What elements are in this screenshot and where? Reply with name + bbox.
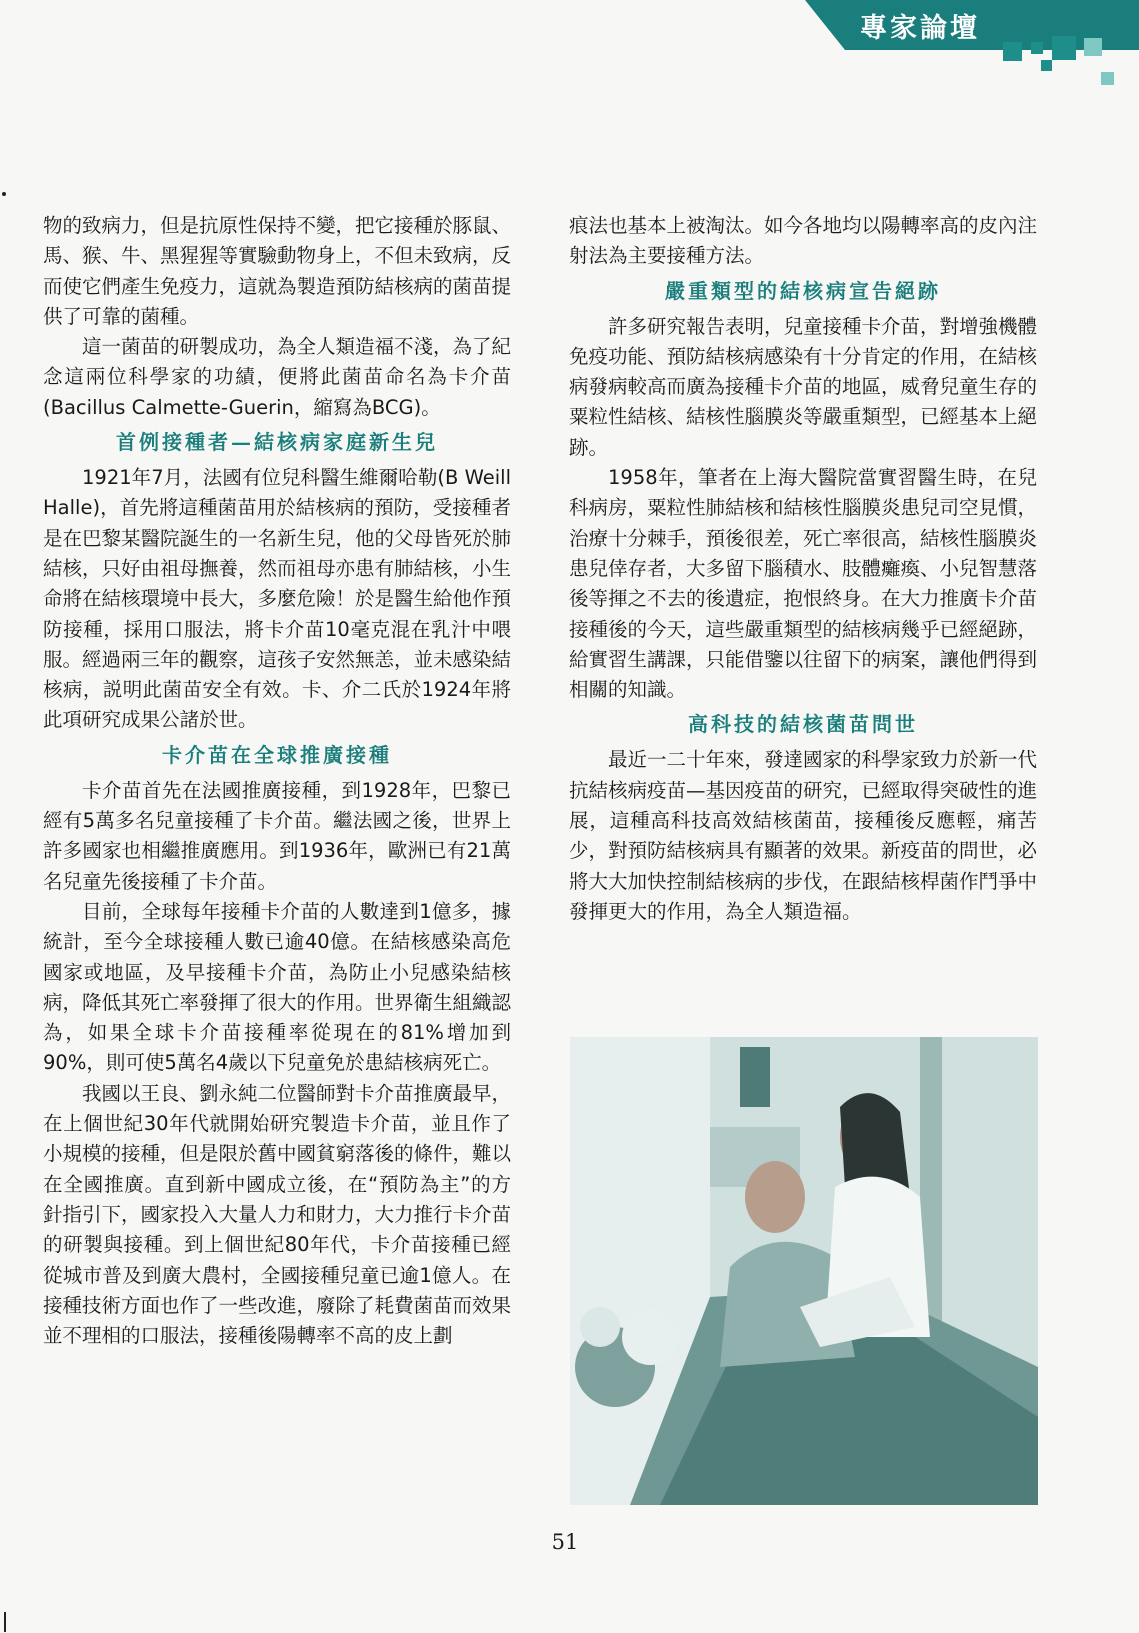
decor-square (1031, 42, 1043, 54)
section-title: 專家論壇 (860, 13, 980, 44)
section-heading: 嚴重類型的結核病宣告絕跡 (665, 278, 941, 303)
section-heading: 卡介苗在全球推廣接種 (162, 742, 392, 767)
header-rule (1035, 20, 1139, 23)
paragraph: 物的致病力，但是抗原性保持不變，把它接種於豚鼠、馬、猴、牛、黑猩猩等實驗動物身上，不但未致病，反而使它們產生免疫力，這就為製造預防結核病的菌苗提供了可靠的菌種。 (43, 214, 512, 328)
paragraph: 1921年7月，法國有位兒科醫生維爾哈勒(B Weill Halle)，首先將這種菌苗用於結核病的預防，受接種者是在巴黎某醫院誕生的一名新生兒，他的父母皆死於肺結核，只好由祖母撫養，然而祖母亦患有肺結核，小生命將在結核環境中長大，多麼危險！於是醫生給他作預防接種，採用口服法，將卡介苗10毫克混在乳汁中喂服。經過兩三年的觀察，這孩子安然無恙，並未感染結核病，説明此菌苗安全有效。卡、介二氏於1924年將此項研究成果公諸於世。 (43, 466, 512, 732)
decor-square (1084, 38, 1102, 56)
decor-square (1041, 60, 1052, 71)
paragraph: 1958年，筆者在上海大醫院當實習醫生時，在兒科病房，粟粒性肺結核和結核性腦膜炎患兒司空見慣，治療十分棘手，預後很差，死亡率很高，結核性腦膜炎患兒倖存者，大多留下腦積水、肢體癱瘓、小兒智慧落後等揮之不去的後遺症，抱恨終身。在大力推廣卡介苗接種後的今天，這些嚴重類型的結核病幾乎已經絕跡，給實習生講課，只能借鑒以往留下的病案，讓他們得到相關的知識。 (569, 466, 1038, 702)
margin-tick (4, 1612, 6, 1632)
decor-square (1003, 42, 1022, 61)
section-heading: 高科技的結核菌苗問世 (688, 712, 918, 737)
paragraph: 最近一二十年來，發達國家的科學家致力於新一代抗結核病疫苗—基因疫苗的研究，已經取得突破性的進展，這種高科技高效結核菌苗，接種後反應輕，痛苦少，對預防結核病具有顯著的效果。新疫苗的問世，必將大大加快控制結核病的步伐，在跟結核桿菌作鬥爭中發揮更大的作用，為全人類造福。 (569, 748, 1038, 923)
paragraph: 這一菌苗的研製成功，為全人類造福不淺，為了紀念這兩位科學家的功績，便將此菌苗命名為卡介苗(Bacillus Calmette-Guerin，縮寫為BCG)。 (43, 335, 512, 419)
decor-square (1052, 36, 1076, 60)
paragraph: 目前，全球每年接種卡介苗的人數達到1億多，據統計，至今全球接種人數已逾40億。在結核感染高危國家或地區，及早接種卡介苗，為防止小兒感染結核病，降低其死亡率發揮了很大的作用。世界衛生組織認為，如果全球卡介苗接種率從現在的81%增加到90%，則可使5萬名4歲以下兒童免於患結核病死亡。 (43, 899, 512, 1075)
right-column (569, 211, 1037, 927)
page-number: 51 (551, 1530, 579, 1554)
paragraph: 許多研究報告表明，兒童接種卡介苗，對增強機體免疫功能、預防結核病感染有十分肯定的作用，在結核病發病較高而廣為接種卡介苗的地區，威脅兒童生存的粟粒性結核、結核性腦膜炎等嚴重類型，已經基本上絕跡。 (569, 314, 1038, 459)
paragraph: 痕法也基本上被淘汰。如今各地均以陽轉率高的皮內注射法為主要接種方法。 (569, 214, 1038, 268)
margin-dot (2, 192, 6, 196)
left-column (43, 211, 511, 1351)
header-rule (1035, 30, 1139, 32)
hospital-photo (570, 1037, 1038, 1505)
decor-square (1101, 72, 1114, 85)
paragraph: 卡介苗首先在法國推廣接種，到1928年，巴黎已經有5萬多名兒童接種了卡介苗。繼法國之後，世界上許多國家也相繼推廣應用。到1936年，歐洲已有21萬名兒童先後接種了卡介苗。 (43, 778, 511, 893)
paragraph: 我國以王良、劉永純二位醫師對卡介苗推廣最早，在上個世紀30年代就開始研究製造卡介苗，並且作了小規模的接種，但是限於舊中國貧窮落後的條件，難以在全國推廣。直到新中國成立後，在“預防為主”的方針指引下，國家投入大量人力和財力，大力推行卡介苗的研製與接種。到上個世紀80年代，卡介苗接種已經從城市普及到廣大農村，全國接種兒童已逾1億人。在接種技術方面也作了一些改進，廢除了耗費菌苗而效果並不理相的口服法，接種後陽轉率不高的皮上劃 (43, 1081, 512, 1348)
header-rule (1035, 10, 1139, 13)
section-heading: 首例接種者—結核病家庭新生兒 (116, 430, 438, 455)
